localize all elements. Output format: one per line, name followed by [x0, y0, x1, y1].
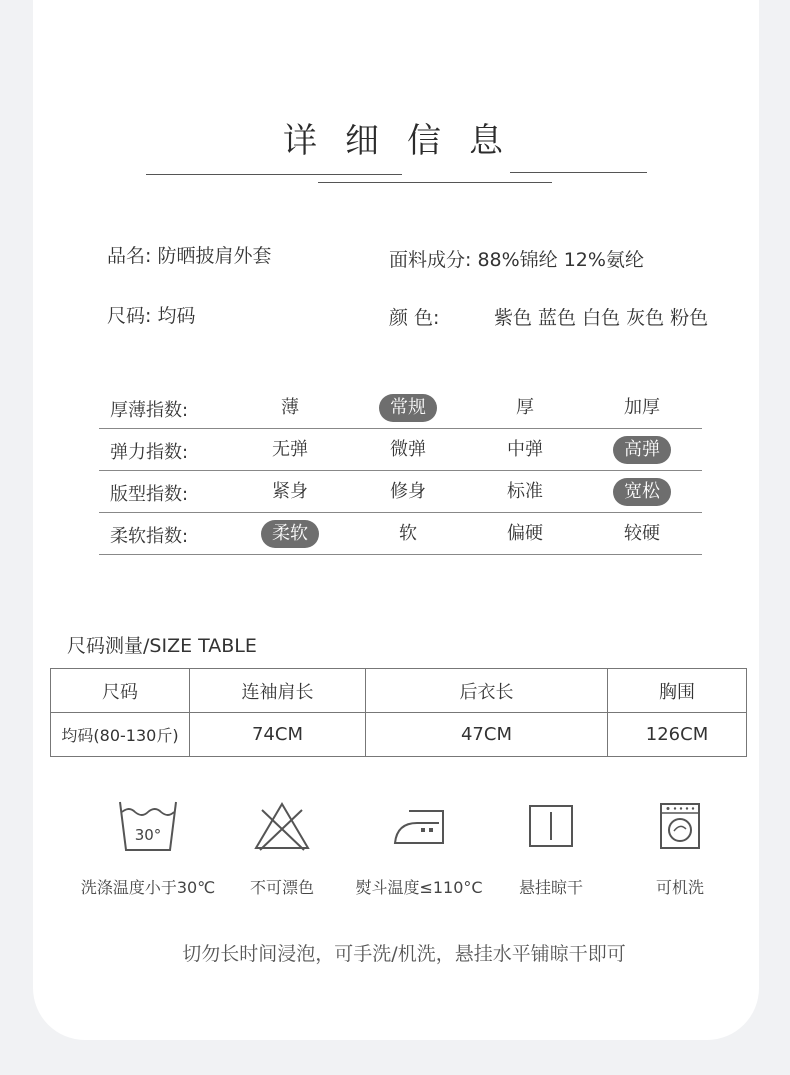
index-option: 紧身 [272, 481, 308, 502]
cell-chest: 126CM [608, 713, 747, 757]
index-label: 版型指数: [110, 484, 189, 505]
care-note: 切勿长时间浸泡，可手洗/机洗，悬挂水平铺晾干即可 [182, 943, 626, 965]
title-underline-left [146, 174, 402, 175]
index-option: 无弹 [272, 439, 308, 460]
index-option: 中弹 [507, 439, 543, 460]
color-label: 颜 色: [389, 307, 440, 329]
index-row [99, 387, 702, 429]
title-underline-center [318, 182, 552, 183]
cell-shoulder: 74CM [190, 713, 366, 757]
no-bleach-icon [252, 800, 312, 852]
index-option: 软 [399, 523, 417, 544]
cell-size: 均码(80-130斤) [51, 713, 190, 757]
care-label-bleach: 不可漂色 [249, 878, 314, 897]
wash-tub-icon [116, 798, 180, 854]
title-underline-right [510, 172, 647, 173]
size-table [50, 668, 747, 757]
index-label: 厚薄指数: [110, 400, 189, 421]
care-label-iron: 熨斗温度≤110°C [355, 878, 483, 897]
care-label-wash: 洗涤温度小于30℃ [80, 878, 216, 897]
size-table-title: 尺码测量/SIZE TABLE [67, 635, 257, 657]
index-option-selected: 常规 [379, 394, 437, 422]
washing-machine-icon [658, 801, 702, 851]
index-option-selected: 柔软 [261, 520, 319, 548]
care-no-bleach [207, 795, 357, 897]
index-option: 标准 [507, 481, 543, 502]
index-label: 弹力指数: [110, 442, 189, 463]
index-row [99, 429, 702, 471]
index-option: 加厚 [624, 397, 660, 418]
index-option: 偏硬 [507, 523, 543, 544]
header-chest: 胸围 [608, 669, 747, 713]
header-size: 尺码 [51, 669, 190, 713]
index-row [99, 471, 702, 513]
index-option: 较硬 [624, 523, 660, 544]
fabric-composition: 面料成分: 88%锦纶 12%氨纶 [389, 249, 644, 271]
cell-length: 47CM [366, 713, 608, 757]
product-size: 尺码: 均码 [107, 305, 196, 327]
index-option: 厚 [516, 397, 534, 418]
index-option-selected: 高弹 [613, 436, 671, 464]
color-values: 紫色 蓝色 白色 灰色 粉色 [494, 307, 709, 329]
hang-dry-icon [527, 803, 575, 849]
care-hang-dry [476, 795, 626, 897]
care-machine-wash [605, 795, 755, 897]
header-length: 后衣长 [366, 669, 608, 713]
index-option: 修身 [390, 481, 426, 502]
care-label-machine: 可机洗 [655, 878, 704, 897]
index-table [99, 387, 702, 555]
iron-icon [391, 803, 447, 849]
index-row [99, 513, 702, 555]
index-option-selected: 宽松 [613, 478, 671, 506]
care-iron [344, 795, 494, 897]
product-name: 品名: 防晒披肩外套 [107, 245, 272, 267]
care-wash-temp [73, 795, 223, 897]
care-label-hang: 悬挂晾干 [518, 878, 583, 897]
header-shoulder: 连袖肩长 [190, 669, 366, 713]
size-table-header-row [51, 669, 747, 713]
index-label: 柔软指数: [110, 526, 189, 547]
index-option: 薄 [281, 397, 299, 418]
page-title: 详细信息 [283, 121, 531, 161]
index-option: 微弹 [390, 439, 426, 460]
table-row [51, 713, 747, 757]
wash-temp-text: 30° [134, 826, 162, 844]
